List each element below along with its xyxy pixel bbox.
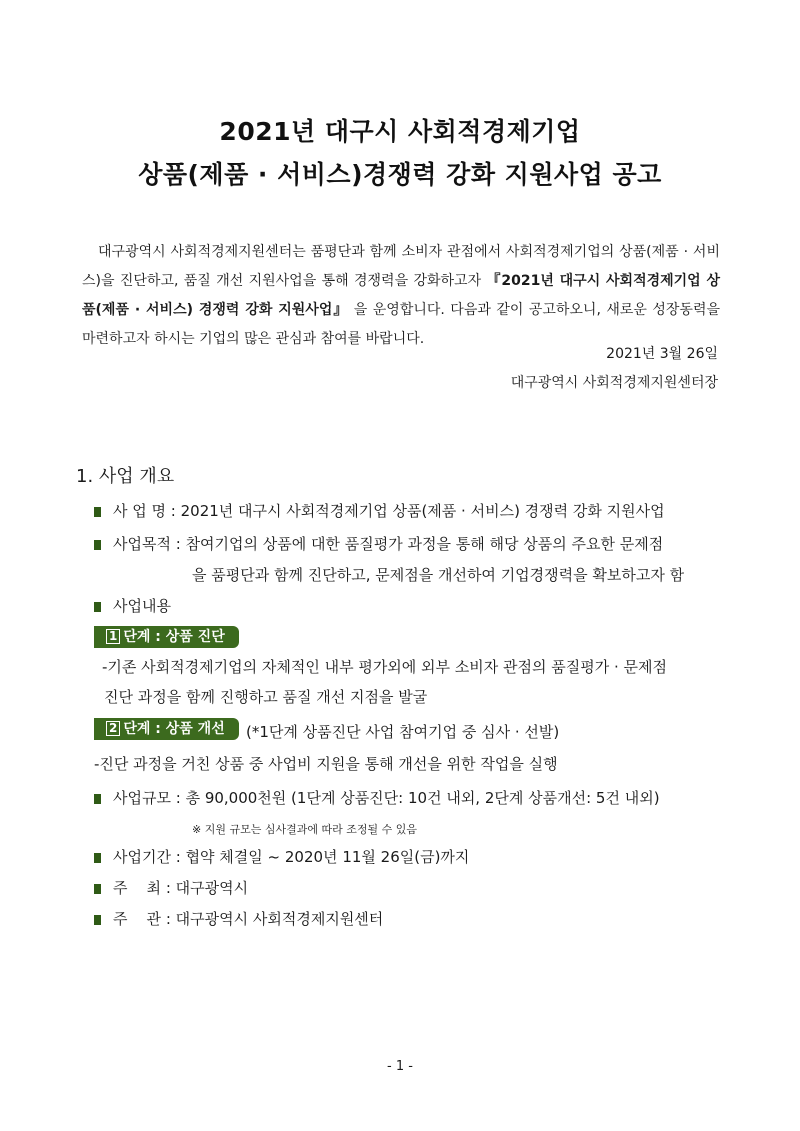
stage-label: 단계 : 상품 진단	[123, 629, 225, 645]
announcement-date: 2021년 3월 26일	[606, 346, 718, 362]
intro-text-1: 대구광역시 사회적경제지원센터는 품평단과 함께 소비자 관점에서 사회적경제기업의 상품(제품 · 서비스)을 진단하고, 품질 개선 지원사업을 통해 경쟁력을 강화하고자	[82, 244, 720, 289]
stage-number: 1	[106, 629, 120, 644]
item-content	[94, 595, 171, 616]
intro-text-2: 을 운영합니다. 다음과 같이 공고하오니, 새로운 성장동력을 마련하고자 하시는 기업의 많은 관심과 참여를 바랍니다.	[82, 302, 720, 347]
section-title: 1. 사업 개요	[76, 466, 175, 487]
item-value: 2021년 대구시 사회적경제기업 상품(제품 · 서비스) 경쟁력 강화 지원사업	[180, 502, 665, 520]
item-purpose: 사업목적 : 참여기업의 상품에 대한 품질평가 과정을 통해 해당 상품의 주요한 문제점	[94, 533, 663, 554]
item-label: 사업기간	[113, 848, 171, 866]
item-value: 대구광역시	[175, 879, 249, 897]
square-bullet-icon	[94, 507, 101, 517]
item-label: 사업내용	[113, 597, 171, 615]
item-program-name: 사 업 명 : 2021년 대구시 사회적경제기업 상품(제품 · 서비스) 경쟁력 강화 지원사업	[94, 500, 665, 521]
stage1-desc-line2: 진단 과정을 함께 진행하고 품질 개선 지점을 발굴	[104, 688, 428, 706]
square-bullet-icon	[94, 884, 101, 894]
stage2-desc-line1: -진단 과정을 거친 상품 중 사업비 지원을 통해 개선을 위한 작업을 실행	[94, 755, 558, 773]
square-bullet-icon	[94, 602, 101, 612]
signature: 대구광역시 사회적경제지원센터장	[510, 375, 718, 391]
item-value: 참여기업의 상품에 대한 품질평가 과정을 통해 해당 상품의 주요한 문제점	[185, 535, 664, 553]
item-label: 주 관	[113, 910, 162, 928]
stage-number: 2	[106, 721, 120, 736]
item-organizer: 주 관 : 대구광역시 사회적경제지원센터	[94, 908, 383, 929]
scale-note: ※ 지원 규모는 심사결과에 따라 조정될 수 있음	[192, 823, 417, 836]
item-period: 사업기간 : 협약 체결일 ~ 2020년 11월 26일(금)까지	[94, 846, 469, 867]
intro-program-name: 『2021년 대구시 사회적경제기업 상품(제품 · 서비스) 경쟁력 강화 지원사업』	[82, 273, 721, 318]
purpose-continuation: 을 품평단과 함께 진단하고, 문제점을 개선하여 기업경쟁력을 확보하고자 함	[192, 566, 685, 584]
item-label: 사업목적	[113, 535, 171, 553]
page-number: - 1 -	[387, 1059, 413, 1074]
intro-paragraph	[82, 238, 720, 354]
item-host: 주 최 : 대구광역시	[94, 877, 248, 898]
title-line-2: 상품(제품 · 서비스)경쟁력 강화 지원사업 공고	[138, 160, 662, 189]
item-scale: 사업규모 : 총 90,000천원 (1단계 상품진단: 10건 내외, 2단계 상품개선: 5건 내외)	[94, 787, 660, 808]
stage1-badge	[94, 626, 239, 648]
item-label: 주 최	[113, 879, 162, 897]
stage1-desc-line1: -기존 사회적경제기업의 자체적인 내부 평가외에 외부 소비자 관점의 품질평가 · 문제점	[102, 658, 668, 676]
square-bullet-icon	[94, 794, 101, 804]
square-bullet-icon	[94, 853, 101, 863]
item-value: 대구광역시 사회적경제지원센터	[175, 910, 384, 928]
item-label: 사 업 명	[113, 502, 167, 520]
stage2-note: (*1단계 상품진단 사업 참여기업 중 심사 · 선발)	[246, 723, 560, 741]
item-value: 협약 체결일 ~ 2020년 11월 26일(금)까지	[185, 848, 470, 866]
stage-label: 단계 : 상품 개선	[123, 721, 225, 737]
item-value: 총 90,000천원 (1단계 상품진단: 10건 내외, 2단계 상품개선: 5건 내외)	[185, 789, 660, 807]
item-label: 사업규모	[113, 789, 171, 807]
title-line-1: 2021년 대구시 사회적경제기업	[219, 117, 581, 146]
stage2-badge	[94, 718, 239, 740]
square-bullet-icon	[94, 540, 101, 550]
square-bullet-icon	[94, 915, 101, 925]
